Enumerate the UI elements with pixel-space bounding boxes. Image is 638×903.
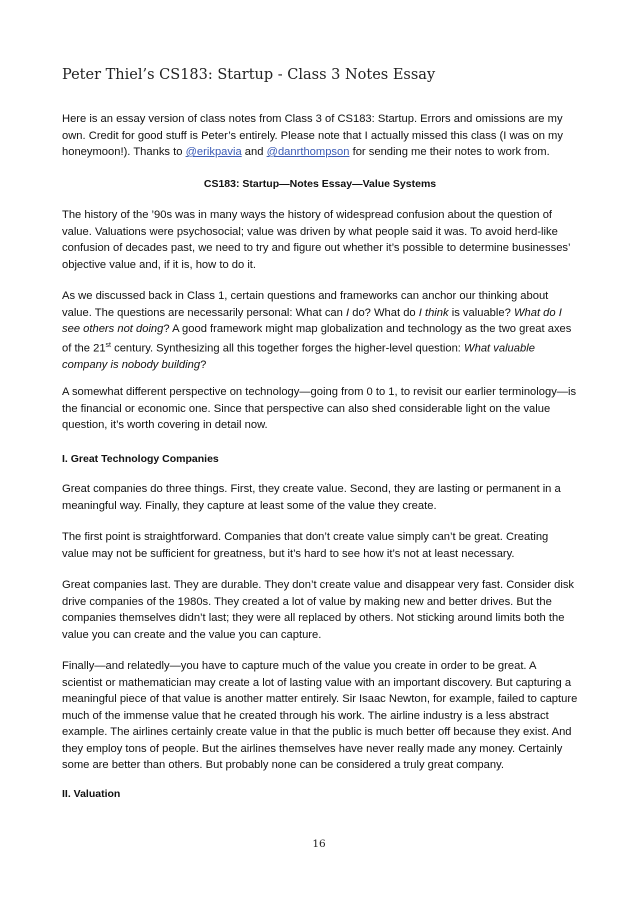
p2-text: ? A good framework might map globalization and technology as the two great axes of the 21 [62,323,572,355]
p2-text: is valuable? [448,306,514,319]
paragraph-6: Great companies last. They are durable. They don’t create value and disappear very fast. Consider disk drive companies of the 1980s. They created a lot of value by making new and better drives. But the companies themselves didn’t last; they were all replaced by others. Not sticking around limits both the value you can create and the value you can capture. [62,579,575,641]
intro-and: and [241,146,267,158]
intro-text-end: for sending me their notes to work from. [349,146,550,158]
essay-subtitle: CS183: Startup—Notes Essay—Value Systems [203,178,437,190]
paragraph-7: Finally—and relatedly—you have to capture much of the value you create in order to be great. A scientist or mathematician may create a lot of lasting value with an important discovery. But capturing a meaningful piece of that value is another matter entirely. Sir Isaac Newton, for example, failed to capture much of the immense value that he created through his work. The airline industry is a less abstract example. The airlines certainly create value in that the public is much better off because they exist. And they employ tons of people. But the airlines themselves have never really made any money. Certainly some are better than others. But probably none can be considered a truly great company. [62,660,578,771]
section-heading-2: II. Valuation [62,788,121,800]
paragraph-5: The first point is straightforward. Companies that don’t create value simply can’t be great. Creating value may not be sufficient for greatness, but it’s hard to see how it’s not at least necessary. [62,531,549,560]
page-title: Peter Thiel’s CS183: Startup - Class 3 Notes Essay [62,67,436,83]
p2-text: As we discussed back in Class 1, certain questions and frameworks can anchor our thinking about value. The questions are necessarily personal: What can [62,290,549,319]
p2-text: century. Synthesizing all this together forges the higher-level question: [111,342,465,355]
page-number: 16 [312,838,326,850]
p2-italic: I think [418,306,449,319]
p2-superscript: st [105,341,111,349]
danrthompson-link[interactable]: @danrthompson [266,146,350,158]
paragraph-4: Great companies do three things. First, they create value. Second, they are lasting or permanent in a meaningful way. Finally, they capture at least some of the value they create. [62,483,561,512]
section-heading-1: I. Great Technology Companies [62,453,219,465]
p2-italic: What do I see others not doing [62,306,562,335]
p2-italic: I [346,306,350,319]
intro-text: Here is an essay version of class notes from Class 3 of CS183: Startup. Errors and omissions are my own. Credit for good stuff is Peter’s entirely. Please note that I actually missed this class (I was on my honeymoon!). Thanks to [62,113,563,158]
p2-text: ? [200,358,207,371]
paragraph-3: A somewhat different perspective on technology—going from 0 to 1, to revisit our earlier terminology—is the financial or economic one. Since that perspective can also shed considerable light on the value question, it’s worth covering in detail now. [62,386,577,431]
erikpavia-link[interactable]: @erikpavia [185,146,242,158]
p2-text: do? What do [349,306,419,319]
p2-italic: What valuable company is nobody building [62,342,535,371]
intro-paragraph [62,111,578,161]
paragraph-2 [62,288,578,373]
paragraph-1: The history of the ’90s was in many ways the history of widespread confusion about the question of value. Valuations were psychosocial; value was driven by what people said it was. To avoid herd-like confusion of decades past, we need to try and figure out whether it’s possible to determine businesses’ objective value and, if it is, how to do it. [62,209,571,271]
